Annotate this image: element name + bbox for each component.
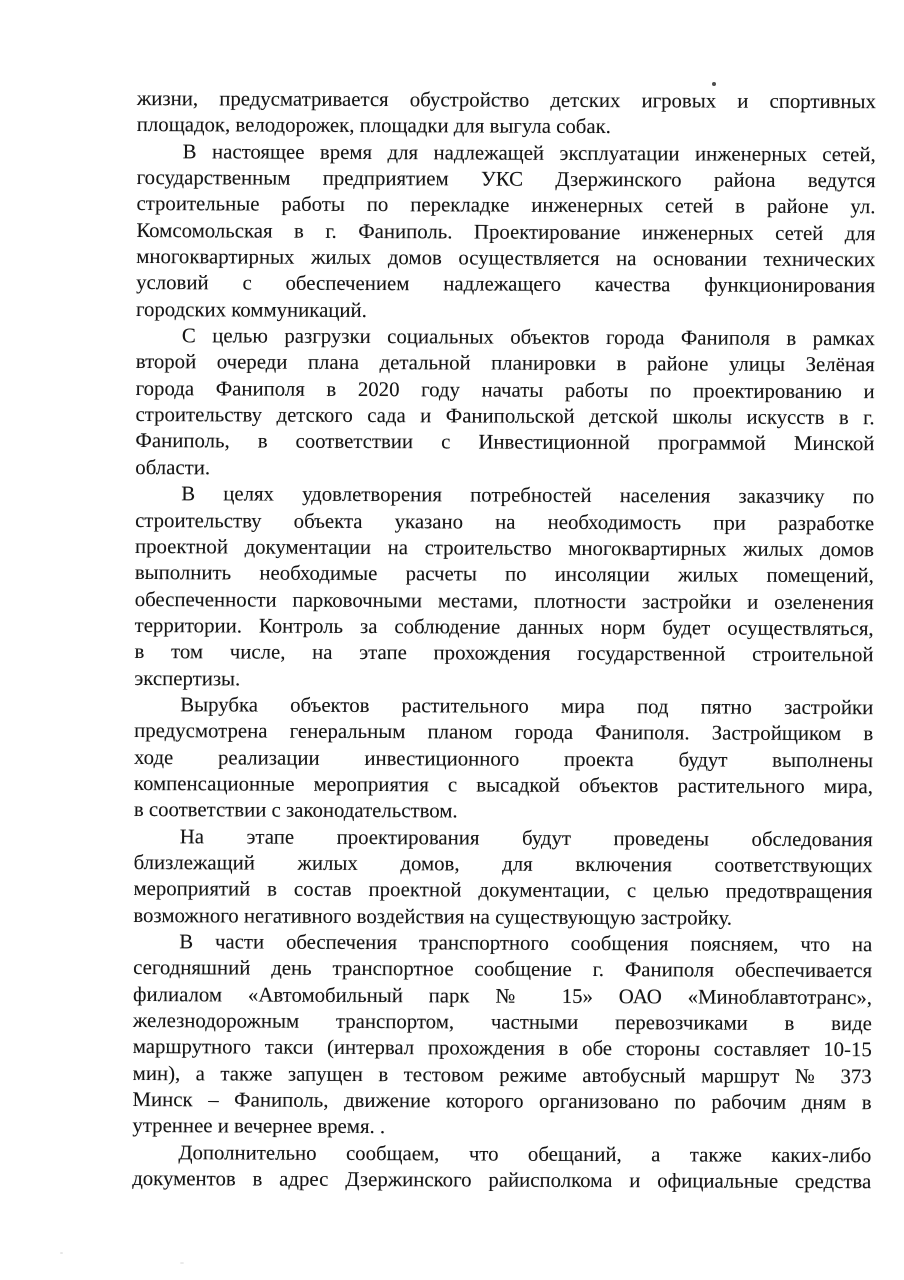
text-line: мин), а также запущен в тестовом режиме автобусный маршрут № 373 <box>132 1061 872 1088</box>
text-line: сегодняшний день транспортное сообщение г. Фаниполя обеспечивается <box>133 956 873 983</box>
text-line: компенсационные мероприятия с высадкой объектов растительного мира, <box>133 771 874 799</box>
scan-speck <box>712 82 716 86</box>
text-line: Фаниполь, в соответствии с Инвестиционной программой Минской <box>135 429 875 456</box>
text-line: В настоящее время для надлежащей эксплуатации инженерных сетей, <box>182 139 876 166</box>
text-line: В части обеспечения транспортного сообщения поясняем, что на <box>179 930 873 957</box>
text-line: Минск – Фаниполь, движение которого организовано по рабочим дням в <box>132 1088 872 1115</box>
text-line: Дополнительно сообщаем, что обещаний, а также каких-либо <box>178 1140 872 1167</box>
text-line: жизни, предусматривается обустройство детских игровых и спортивных <box>136 86 876 114</box>
text-line: обеспеченности парковочными местами, плотности застройки и озеленения <box>134 587 874 614</box>
text-line: в соответствии с законодательством. <box>133 798 458 823</box>
text-line: государственным предприятием УКС Дзержинского района ведутся <box>136 166 876 193</box>
text-line: маршрутного такси (интервал прохождения в обе стороны составляет 10-15 <box>132 1035 872 1062</box>
text-line: площадок, велодорожек, площадки для выгула собак. <box>136 113 611 139</box>
text-line: области. <box>135 455 211 480</box>
text-line: второй очереди плана детальной планировки в районе улицы Зелёная <box>135 350 875 377</box>
text-line: утреннее и вечернее время. . <box>132 1114 386 1139</box>
text-line: Вырубка объектов растительного мира под пятно застройки <box>180 693 874 720</box>
text-line: городских коммуникаций. <box>135 297 367 322</box>
text-line: документов в адрес Дзержинского райисполкома и официальные средства <box>132 1167 872 1194</box>
scan-speck <box>60 1252 63 1254</box>
text-line: С целью разгрузки социальных объектов города Фаниполя в рамках <box>181 324 875 351</box>
text-line: мероприятий в состав проектной документации, с целью предотвращения <box>133 877 873 904</box>
text-line: Комсомольская в г. Фаниполь. Проектирование инженерных сетей для <box>136 218 876 245</box>
text-line: железнодорожным транспортом, частными перевозчиками в виде <box>132 1009 872 1036</box>
text-line: в том числе, на этапе прохождения государственной строительной <box>134 640 874 667</box>
scan-speck <box>180 1262 184 1264</box>
text-line: строительству объекта указано на необходимость при разработке <box>135 508 875 535</box>
text-line: условий с обеспечением надлежащего качества функционирования <box>136 271 876 298</box>
text-line: многоквартирных жилых домов осуществляется на основании технических <box>136 245 876 272</box>
text-line: В целях удовлетворения потребностей населения заказчику по <box>181 482 875 509</box>
document-text-block <box>132 86 876 1196</box>
text-line: строительные работы по перекладке инженерных сетей в районе ул. <box>136 192 876 219</box>
text-line: выполнить необходимые расчеты по инсоляции жилых помещений, <box>134 561 874 588</box>
text-line: ходе реализации инвестиционного проекта будут выполнены <box>134 745 874 772</box>
text-line: города Фаниполя в 2020 году начаты работы по проектированию и <box>135 376 875 404</box>
text-line: филиалом «Автомобильный парк № 15» ОАО «Миноблавтотранс», <box>132 982 873 1009</box>
text-line: близлежащий жилых домов, для включения соответствующих <box>133 850 873 878</box>
text-line: возможного негативного воздействия на существующую застройку. <box>133 903 733 930</box>
text-line: предусмотрена генеральным планом города Фаниполя. Застройщиком в <box>134 719 874 746</box>
text-line: строительству детского сада и Фанипольской детской школы искусств в г. <box>135 403 875 430</box>
text-line: проектной документации на строительство многоквартирных жилых домов <box>134 534 875 562</box>
text-line: На этапе проектирования будут проведены обследования <box>179 824 873 851</box>
text-line: экспертизы. <box>134 666 241 691</box>
text-line: территории. Контроль за соблюдение данных норм будет осуществляться, <box>134 613 874 641</box>
